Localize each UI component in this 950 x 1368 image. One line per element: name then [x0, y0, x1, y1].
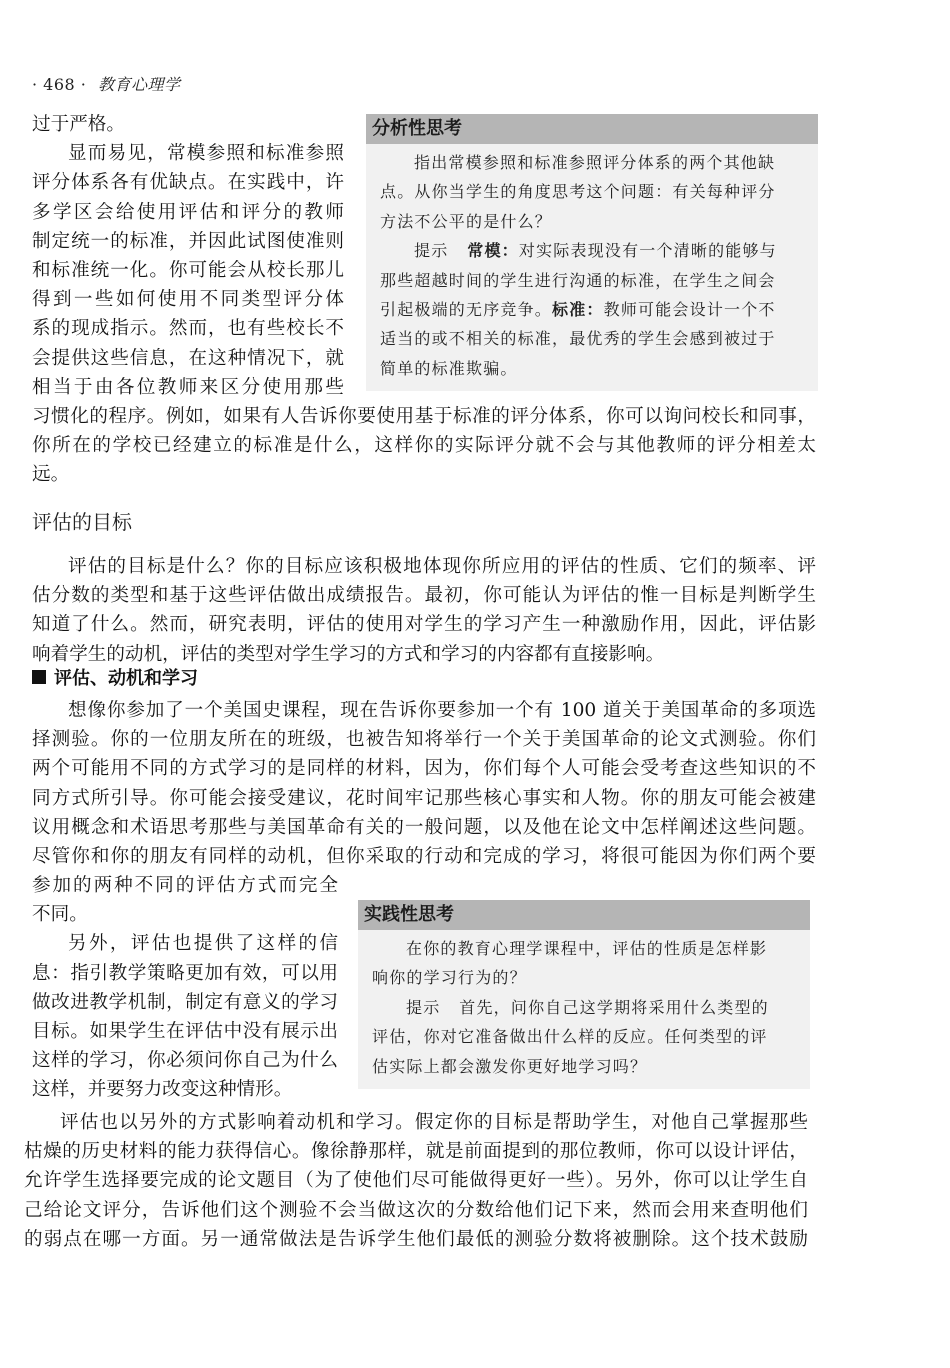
text-line: 系的现成指示。然而，也有些校长不 — [32, 318, 344, 340]
text-line: 评分体系各有优缺点。在实践中，许 — [32, 172, 344, 194]
left-column-text — [32, 110, 344, 402]
paragraph — [24, 1108, 808, 1254]
box-body — [358, 930, 810, 1089]
text-line: 择测验。你的一位朋友所在的班级，也被告知将举行一个关于美国革命的论文式测验。你们 — [32, 729, 816, 751]
hint-label: 提示 — [406, 997, 441, 1017]
page-header — [32, 72, 181, 95]
text-line: 的弱点在哪一方面。另一通常做法是告诉学生他们最低的测验分数将被删除。这个技术鼓励 — [24, 1228, 808, 1250]
box-title: 实践性思考 — [358, 900, 810, 930]
page-number: · 468 · — [32, 75, 87, 94]
text-line: 习惯化的程序。例如，如果有人告诉你要使用基于标准的评分体系，你可以询问校长和同事， — [32, 406, 816, 427]
text-line: 议用概念和术语思考那些与美国革命有关的一般问题，以及他在论文中怎样阐述这些问题。 — [32, 816, 816, 838]
text-line: 制定统一的标准，并因此试图使准则 — [32, 230, 344, 252]
text-line: 另外，评估也提供了这样的信 — [68, 933, 338, 955]
paragraph — [32, 552, 816, 669]
paragraph — [32, 696, 816, 871]
text-line: 不同。 — [32, 904, 88, 926]
text-line: 和标准统一化。你可能会从校长那儿 — [32, 260, 344, 282]
subsection-heading — [32, 664, 198, 690]
text-line: 得到一些如何使用不同类型评分体 — [32, 289, 344, 311]
paragraph — [32, 402, 816, 490]
box-line: 方法不公平的是什么？ — [380, 211, 553, 231]
section-heading: 评估的目标 — [32, 510, 132, 534]
analytical-thinking-box — [366, 114, 818, 391]
box-line: 教师可能会设计一个不 — [603, 300, 776, 320]
box-body — [366, 144, 818, 391]
practical-thinking-box — [358, 900, 810, 1089]
text-line: 你所在的学校已经建立的标准是什么，这样你的实际评分就不会与其他教师的评分相差太 — [32, 435, 816, 457]
box-line: 评估，你对它准备做出什么样的反应。任何类型的评 — [372, 1027, 768, 1047]
square-bullet-icon — [32, 670, 46, 684]
text-line: 尽管你和你的朋友有同样的动机，但你采取的行动和完成的学习，将很可能因为你们两个要 — [32, 846, 816, 868]
box-line: 首先，问你自己这学期将采用什么类型的 — [459, 997, 769, 1017]
box-line: 简单的标准欺骗。 — [380, 358, 518, 378]
text-line: 做改进教学机制，制定有意义的学习 — [32, 991, 338, 1013]
text-line: 相当于由各位教师来区分使用那些 — [32, 376, 344, 398]
left-column-text — [32, 871, 338, 1105]
text-line: 这样，并要努力改变这种情形。 — [32, 1079, 293, 1101]
box-line: 引起极端的无序竞争。 — [380, 300, 553, 320]
term-norm: 常模： — [467, 241, 519, 261]
text-line: 远。 — [32, 464, 70, 486]
book-title: 教育心理学 — [97, 75, 181, 94]
text-line: 过于严格。 — [32, 114, 125, 135]
term-standard: 标准： — [552, 300, 604, 320]
text-line: 会提供这些信息，在这种情况下，就 — [32, 347, 344, 369]
text-line: 评估也以另外的方式影响着动机和学习。假定你的目标是帮助学生，对他自己掌握那些 — [60, 1112, 808, 1133]
box-line: 适当的或不相关的标准，最优秀的学生会感到被过于 — [380, 329, 776, 349]
text-line: 显而易见，常模参照和标准参照 — [68, 143, 344, 165]
text-line: 允许学生选择要完成的论文题目（为了使他们尽可能做得更好一些）。另外，你可以让学生自 — [24, 1170, 808, 1192]
subsection-title: 评估、动机和学习 — [54, 668, 198, 689]
text-line: 同方式所引导。你可能会接受建议，花时间牢记那些核心事实和人物。你的朋友可能会被建 — [32, 787, 816, 809]
text-line: 参加的两种不同的评估方式而完全 — [32, 875, 338, 896]
text-line: 响着学生的动机，评估的类型对学生学习的方式和学习的内容都有直接影响。 — [32, 643, 665, 665]
text-line: 多学区会给使用评估和评分的教师 — [32, 201, 344, 223]
hint-label: 提示 — [414, 241, 449, 261]
text-line: 这样的学习，你必须问你自己为什么 — [32, 1050, 338, 1072]
box-line: 估实际上都会激发你更好地学习吗？ — [372, 1056, 648, 1076]
box-line: 对实际表现没有一个清晰的能够与 — [518, 241, 777, 261]
box-line: 响你的学习行为的？ — [372, 968, 527, 988]
box-title: 分析性思考 — [366, 114, 818, 144]
text-line: 想像你参加了一个美国史课程，现在告诉你要参加一个有 100 道关于美国革命的多项选 — [68, 700, 816, 721]
text-line: 评估的目标是什么？你的目标应该积极地体现你所应用的评估的性质、它们的频率、评 — [68, 556, 816, 577]
text-line: 知道了什么。然而，研究表明，评估的使用对学生的学习产生一种激励作用，因此，评估影 — [32, 614, 816, 636]
text-line: 两个可能用不同的方式学习的是同样的材料，因为，你们每个人可能会受考查这些知识的不 — [32, 758, 816, 780]
text-line: 己给论文评分，告诉他们这个测验不会当做这次的分数给他们记下来，然而会用来查明他们 — [24, 1199, 808, 1221]
box-line: 指出常模参照和标准参照评分体系的两个其他缺 — [414, 153, 776, 172]
text-line: 目标。如果学生在评估中没有展示出 — [32, 1021, 338, 1043]
box-line: 点。从你当学生的角度思考这个问题：有关每种评分 — [380, 182, 776, 202]
box-line: 那些超越时间的学生进行沟通的标准，在学生之间会 — [380, 270, 776, 290]
text-line: 估分数的类型和基于这些评估做出成绩报告。最初，你可能认为评估的惟一目标是判断学生 — [32, 585, 816, 607]
text-line: 枯燥的历史材料的能力获得信心。像徐静那样，就是前面提到的那位教师，你可以设计评估， — [24, 1141, 808, 1163]
text-line: 息：指引教学策略更加有效，可以用 — [32, 962, 338, 984]
box-line: 在你的教育心理学课程中，评估的性质是怎样影 — [406, 939, 768, 958]
